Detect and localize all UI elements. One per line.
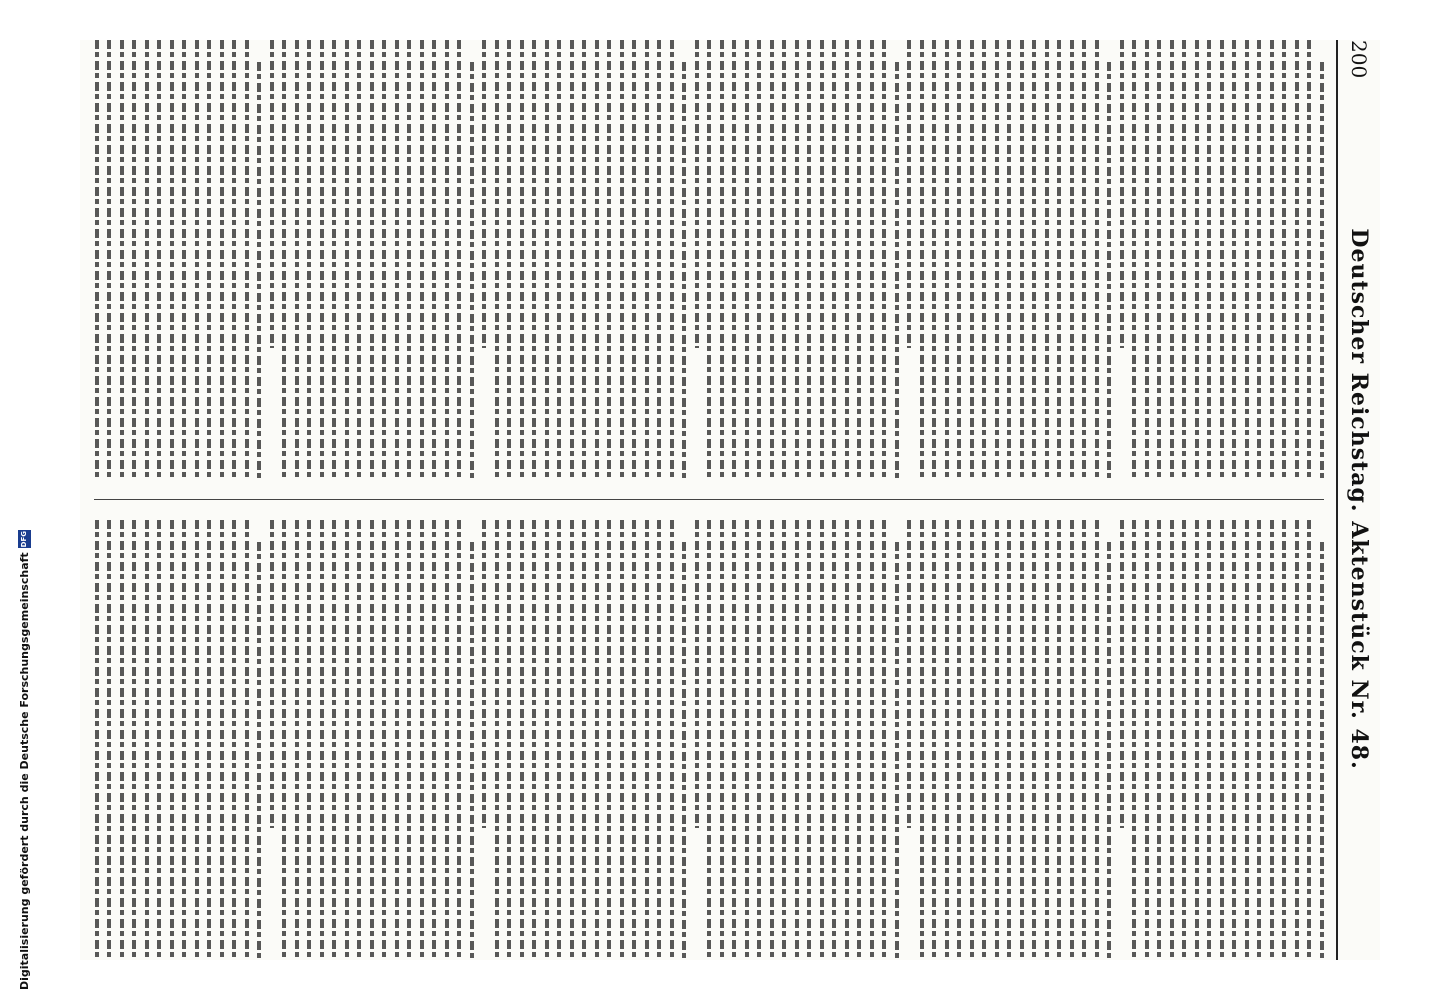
text-line-placeholder (1295, 520, 1299, 960)
text-line-placeholder (1158, 520, 1162, 960)
text-line-placeholder (1258, 40, 1262, 480)
text-line-placeholder (508, 40, 512, 480)
text-line-placeholder (1245, 520, 1249, 960)
text-line-placeholder (245, 40, 249, 480)
page-header (1336, 40, 1380, 960)
text-line-placeholder (858, 520, 862, 960)
text-line-placeholder (220, 520, 224, 960)
text-line-placeholder (995, 520, 999, 960)
text-line-placeholder (695, 40, 699, 348)
text-line-placeholder (620, 520, 624, 960)
text-line-placeholder (145, 40, 149, 480)
text-line-placeholder (558, 520, 562, 960)
text-line-placeholder (583, 520, 587, 960)
text-line-placeholder (1170, 40, 1174, 480)
text-line-placeholder (545, 520, 549, 960)
text-line-placeholder (595, 40, 599, 480)
text-line-placeholder (420, 40, 424, 480)
text-line-placeholder (1133, 40, 1137, 480)
text-line-placeholder (733, 520, 737, 960)
text-line-placeholder (770, 40, 774, 480)
text-line-placeholder (1095, 520, 1099, 960)
text-line-placeholder (595, 520, 599, 960)
text-line-placeholder (1070, 520, 1074, 960)
text-line-placeholder (758, 520, 762, 960)
text-line-placeholder (133, 520, 137, 960)
text-line-placeholder (945, 40, 949, 480)
text-line-placeholder (1270, 520, 1274, 960)
text-line-placeholder (1195, 40, 1199, 480)
text-line-placeholder (1133, 520, 1137, 960)
text-line-placeholder (433, 40, 437, 480)
text-line-placeholder (808, 40, 812, 480)
text-line-placeholder (1245, 40, 1249, 480)
text-line-placeholder (370, 520, 374, 960)
text-line-placeholder (495, 520, 499, 960)
text-line-placeholder (945, 520, 949, 960)
text-line-placeholder (1008, 40, 1012, 480)
text-line-placeholder (1158, 40, 1162, 480)
text-line-placeholder (108, 520, 112, 960)
text-line-placeholder (270, 40, 274, 348)
text-line-placeholder (195, 520, 199, 960)
text-line-placeholder (695, 520, 699, 828)
text-line-placeholder (870, 40, 874, 480)
text-line-placeholder (370, 40, 374, 480)
text-line-placeholder (245, 520, 249, 960)
text-line-placeholder (833, 40, 837, 480)
text-line-placeholder (645, 520, 649, 960)
text-line-placeholder (295, 520, 299, 960)
text-line-placeholder (670, 520, 674, 960)
text-line-placeholder (645, 40, 649, 480)
text-line-placeholder (795, 40, 799, 480)
text-line-placeholder (958, 40, 962, 480)
text-line-placeholder (958, 520, 962, 960)
text-line-placeholder (333, 40, 337, 480)
text-line-placeholder (895, 542, 899, 960)
text-line-placeholder (833, 520, 837, 960)
text-line-placeholder (1233, 40, 1237, 480)
text-line-placeholder (258, 542, 262, 960)
text-line-placeholder (408, 40, 412, 480)
text-line-placeholder (1020, 520, 1024, 960)
text-line-placeholder (933, 40, 937, 480)
text-line-placeholder (583, 40, 587, 480)
text-line-placeholder (733, 40, 737, 480)
text-line-placeholder (445, 520, 449, 960)
text-line-placeholder (908, 520, 912, 828)
text-line-placeholder (883, 520, 887, 960)
text-line-placeholder (133, 40, 137, 480)
text-line-placeholder (1058, 40, 1062, 480)
text-line-placeholder (708, 520, 712, 960)
text-line-placeholder (983, 520, 987, 960)
text-line-placeholder (658, 520, 662, 960)
text-line-placeholder (1095, 40, 1099, 480)
text-line-placeholder (120, 520, 124, 960)
text-line-placeholder (1145, 40, 1149, 480)
text-line-placeholder (983, 40, 987, 480)
text-line-placeholder (1283, 520, 1287, 960)
column-divider (94, 499, 1324, 500)
text-line-placeholder (920, 520, 924, 960)
text-line-placeholder (745, 520, 749, 960)
text-line-placeholder (395, 40, 399, 480)
text-line-placeholder (345, 520, 349, 960)
text-line-placeholder (1008, 520, 1012, 960)
text-line-placeholder (95, 520, 99, 960)
text-line-placeholder (458, 520, 462, 960)
text-line-placeholder (970, 40, 974, 480)
text-line-placeholder (608, 520, 612, 960)
text-line-placeholder (1220, 520, 1224, 960)
text-line-placeholder (1145, 520, 1149, 960)
text-line-placeholder (820, 520, 824, 960)
text-line-placeholder (545, 40, 549, 480)
dfg-logo: DFG (18, 530, 31, 548)
text-line-placeholder (1270, 40, 1274, 480)
text-line-placeholder (1108, 542, 1112, 960)
text-line-placeholder (570, 520, 574, 960)
text-line-placeholder (920, 40, 924, 480)
text-line-placeholder (470, 542, 474, 960)
text-line-placeholder (408, 520, 412, 960)
text-line-placeholder (358, 40, 362, 480)
text-line-placeholder (895, 62, 899, 480)
text-line-placeholder (658, 40, 662, 480)
text-line-placeholder (420, 520, 424, 960)
text-line-placeholder (995, 40, 999, 480)
text-line-placeholder (308, 520, 312, 960)
footer-note: Digitalisierung gefördert durch die Deutsche Forschungsgemeinschaft (17, 552, 31, 990)
text-line-placeholder (558, 40, 562, 480)
text-line-placeholder (233, 520, 237, 960)
text-line-placeholder (633, 520, 637, 960)
text-line-placeholder (1320, 62, 1324, 480)
text-line-placeholder (1258, 520, 1262, 960)
text-line-placeholder (520, 40, 524, 480)
text-line-placeholder (1295, 40, 1299, 480)
text-line-placeholder (1195, 520, 1199, 960)
text-line-placeholder (633, 40, 637, 480)
text-line-placeholder (783, 40, 787, 480)
text-line-placeholder (620, 40, 624, 480)
text-line-placeholder (483, 40, 487, 348)
text-line-placeholder (933, 520, 937, 960)
text-line-placeholder (108, 40, 112, 480)
text-line-placeholder (345, 40, 349, 480)
text-column-left (94, 40, 1324, 480)
text-line-placeholder (1283, 40, 1287, 480)
text-line-placeholder (845, 40, 849, 480)
text-line-placeholder (820, 40, 824, 480)
text-line-placeholder (1320, 542, 1324, 960)
text-line-placeholder (520, 520, 524, 960)
text-line-placeholder (1120, 40, 1124, 348)
text-line-placeholder (495, 40, 499, 480)
text-line-placeholder (283, 520, 287, 960)
text-line-placeholder (158, 520, 162, 960)
text-line-placeholder (320, 520, 324, 960)
text-line-placeholder (508, 520, 512, 960)
text-line-placeholder (758, 40, 762, 480)
text-line-placeholder (808, 520, 812, 960)
text-line-placeholder (120, 40, 124, 480)
text-line-placeholder (195, 40, 199, 480)
text-line-placeholder (683, 62, 687, 480)
page-number: 200 (1347, 40, 1371, 79)
text-line-placeholder (1308, 40, 1312, 480)
text-line-placeholder (358, 520, 362, 960)
text-line-placeholder (908, 40, 912, 348)
text-line-placeholder (233, 40, 237, 480)
text-line-placeholder (670, 40, 674, 480)
text-line-placeholder (608, 40, 612, 480)
text-line-placeholder (283, 40, 287, 480)
text-line-placeholder (1183, 40, 1187, 480)
text-line-placeholder (208, 40, 212, 480)
text-line-placeholder (1020, 40, 1024, 480)
text-line-placeholder (1070, 40, 1074, 480)
text-line-placeholder (270, 520, 274, 828)
text-line-placeholder (470, 62, 474, 480)
text-line-placeholder (1045, 40, 1049, 480)
text-line-placeholder (445, 40, 449, 480)
text-line-placeholder (333, 520, 337, 960)
text-line-placeholder (1120, 520, 1124, 828)
text-line-placeholder (1308, 520, 1312, 960)
text-line-placeholder (795, 520, 799, 960)
text-line-placeholder (970, 520, 974, 960)
text-line-placeholder (295, 40, 299, 480)
text-line-placeholder (745, 40, 749, 480)
text-line-placeholder (383, 40, 387, 480)
text-line-placeholder (220, 40, 224, 480)
text-line-placeholder (870, 520, 874, 960)
text-line-placeholder (158, 40, 162, 480)
digitization-footer (14, 530, 34, 990)
text-line-placeholder (1083, 40, 1087, 480)
text-line-placeholder (1045, 520, 1049, 960)
text-line-placeholder (145, 520, 149, 960)
text-line-placeholder (208, 520, 212, 960)
text-line-placeholder (258, 62, 262, 480)
text-line-placeholder (683, 542, 687, 960)
text-line-placeholder (570, 40, 574, 480)
scanned-sheet (80, 40, 1380, 960)
text-line-placeholder (1108, 62, 1112, 480)
text-line-placeholder (1033, 520, 1037, 960)
text-line-placeholder (845, 520, 849, 960)
text-line-placeholder (183, 520, 187, 960)
text-line-placeholder (1208, 520, 1212, 960)
text-line-placeholder (483, 520, 487, 828)
text-line-placeholder (170, 40, 174, 480)
text-line-placeholder (433, 520, 437, 960)
text-line-placeholder (95, 40, 99, 480)
text-line-placeholder (533, 40, 537, 480)
text-line-placeholder (720, 520, 724, 960)
text-line-placeholder (533, 520, 537, 960)
text-line-placeholder (1208, 40, 1212, 480)
text-line-placeholder (1233, 520, 1237, 960)
text-line-placeholder (308, 40, 312, 480)
text-line-placeholder (170, 520, 174, 960)
text-line-placeholder (720, 40, 724, 480)
text-line-placeholder (708, 40, 712, 480)
text-line-placeholder (1058, 520, 1062, 960)
text-line-placeholder (183, 40, 187, 480)
text-line-placeholder (395, 520, 399, 960)
text-column-right (94, 520, 1324, 960)
text-line-placeholder (858, 40, 862, 480)
text-line-placeholder (883, 40, 887, 480)
text-line-placeholder (1220, 40, 1224, 480)
page-title: Deutscher Reichstag. Aktenstück Nr. 48. (1346, 228, 1372, 770)
text-line-placeholder (1183, 520, 1187, 960)
text-line-placeholder (320, 40, 324, 480)
text-line-placeholder (770, 520, 774, 960)
text-line-placeholder (1033, 40, 1037, 480)
text-line-placeholder (1170, 520, 1174, 960)
text-line-placeholder (1083, 520, 1087, 960)
text-line-placeholder (458, 40, 462, 480)
text-line-placeholder (783, 520, 787, 960)
text-line-placeholder (383, 520, 387, 960)
